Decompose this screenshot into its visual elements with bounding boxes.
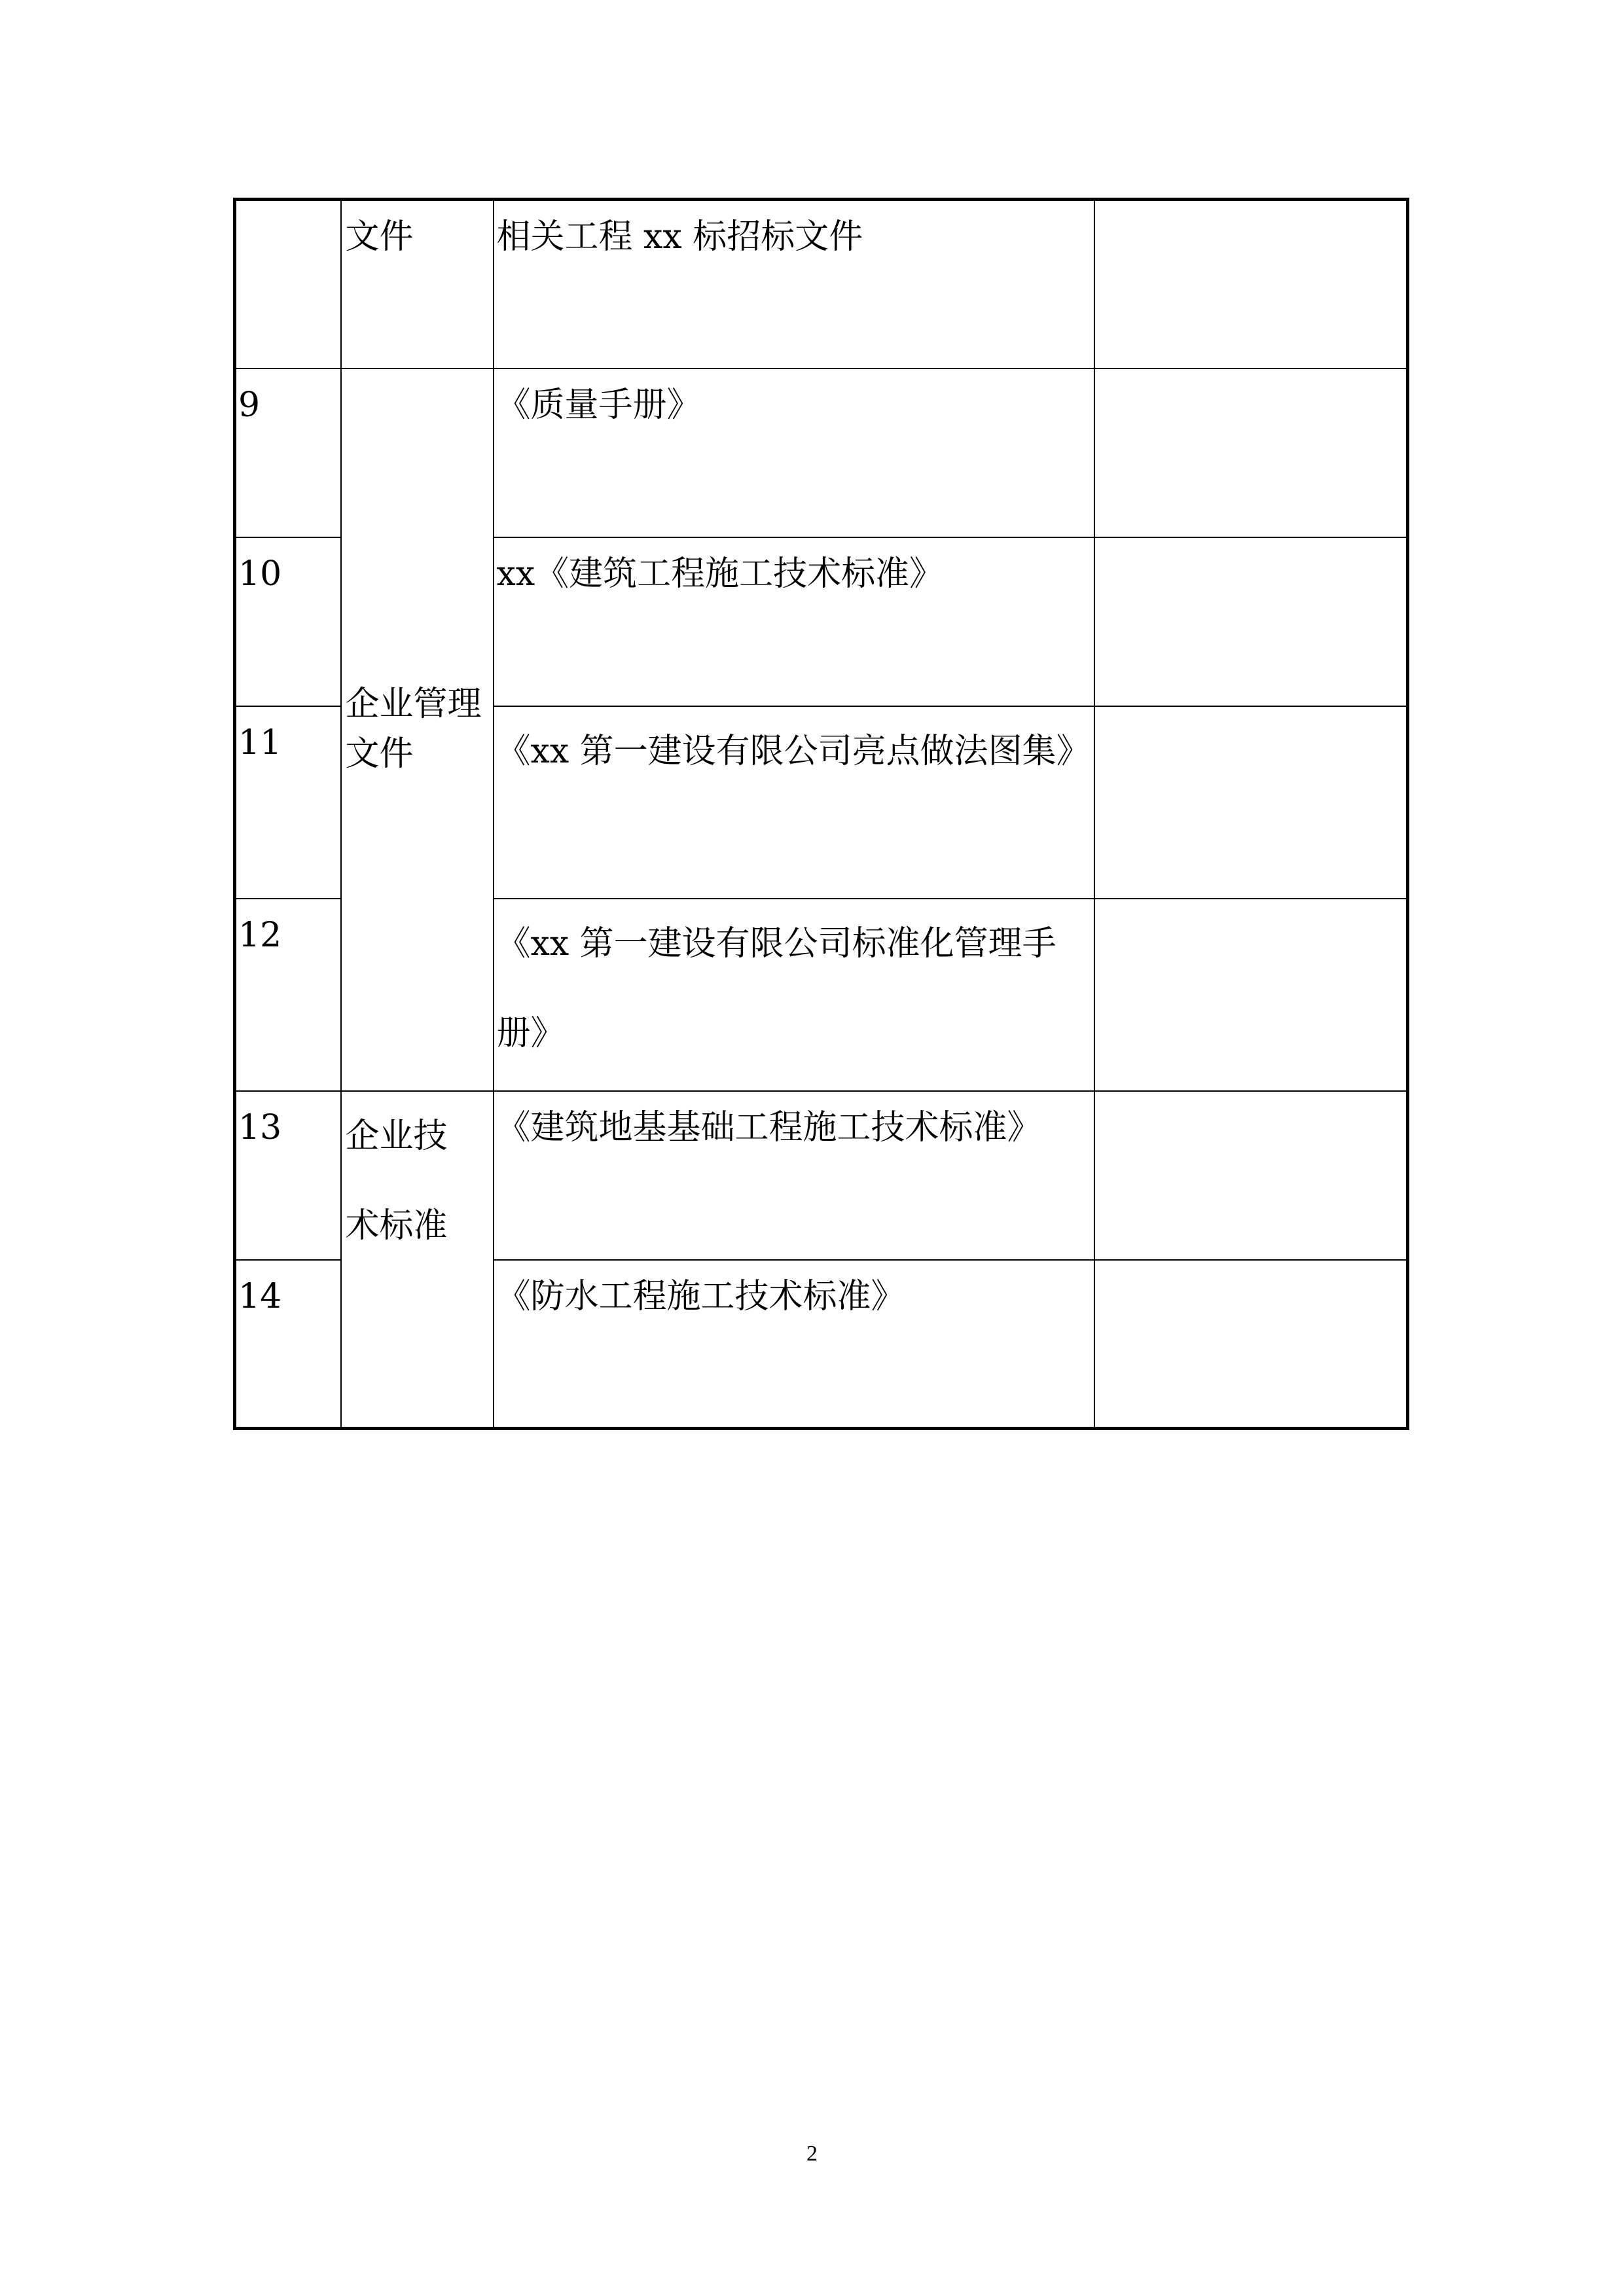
- document-cell: [494, 200, 1094, 368]
- row-number-cell: 9: [235, 368, 341, 537]
- remark-cell: [1094, 368, 1408, 537]
- document-title: 《xx 第一建设有限公司亮点做法图集》: [496, 731, 1091, 771]
- remark-cell: [1094, 899, 1408, 1091]
- row-number-cell: 12: [235, 899, 341, 1091]
- remark-cell: [1094, 706, 1408, 899]
- document-title: 相关工程 xx 标招标文件: [496, 217, 863, 257]
- document-list-table: [233, 198, 1409, 1430]
- row-number-cell: [235, 200, 341, 368]
- table-row: [235, 1091, 1408, 1260]
- category-cell: [341, 200, 494, 368]
- category-label: 文件: [345, 217, 414, 257]
- document-cell: [494, 1091, 1094, 1260]
- document-title: xx《建筑工程施工技术标准》: [496, 554, 944, 594]
- document-cell: [494, 1260, 1094, 1429]
- table-row: [235, 368, 1408, 537]
- category-label: 企业技术标准: [345, 1116, 448, 1246]
- row-number-cell: 13: [235, 1091, 341, 1260]
- table-row: [235, 200, 1408, 368]
- document-cell: [494, 899, 1094, 1091]
- category-label: 企业管理文件: [345, 685, 482, 774]
- document-title: 《xx 第一建设有限公司标准化管理手册》: [496, 924, 1056, 1054]
- document-title: 《质量手册》: [496, 385, 701, 425]
- remark-cell: [1094, 200, 1408, 368]
- document-cell: [494, 368, 1094, 537]
- row-number-cell: 11: [235, 706, 341, 899]
- document-title: 《建筑地基基础工程施工技术标准》: [496, 1107, 1041, 1147]
- row-number-cell: 10: [235, 537, 341, 706]
- remark-cell: [1094, 1091, 1408, 1260]
- category-cell: [341, 368, 494, 1091]
- remark-cell: [1094, 537, 1408, 706]
- page-number: 2: [806, 2142, 818, 2166]
- document-cell: [494, 537, 1094, 706]
- row-number-cell: 14: [235, 1260, 341, 1429]
- document-cell: [494, 706, 1094, 899]
- category-cell: [341, 1091, 494, 1429]
- document-title: 《防水工程施工技术标准》: [496, 1276, 905, 1316]
- remark-cell: [1094, 1260, 1408, 1429]
